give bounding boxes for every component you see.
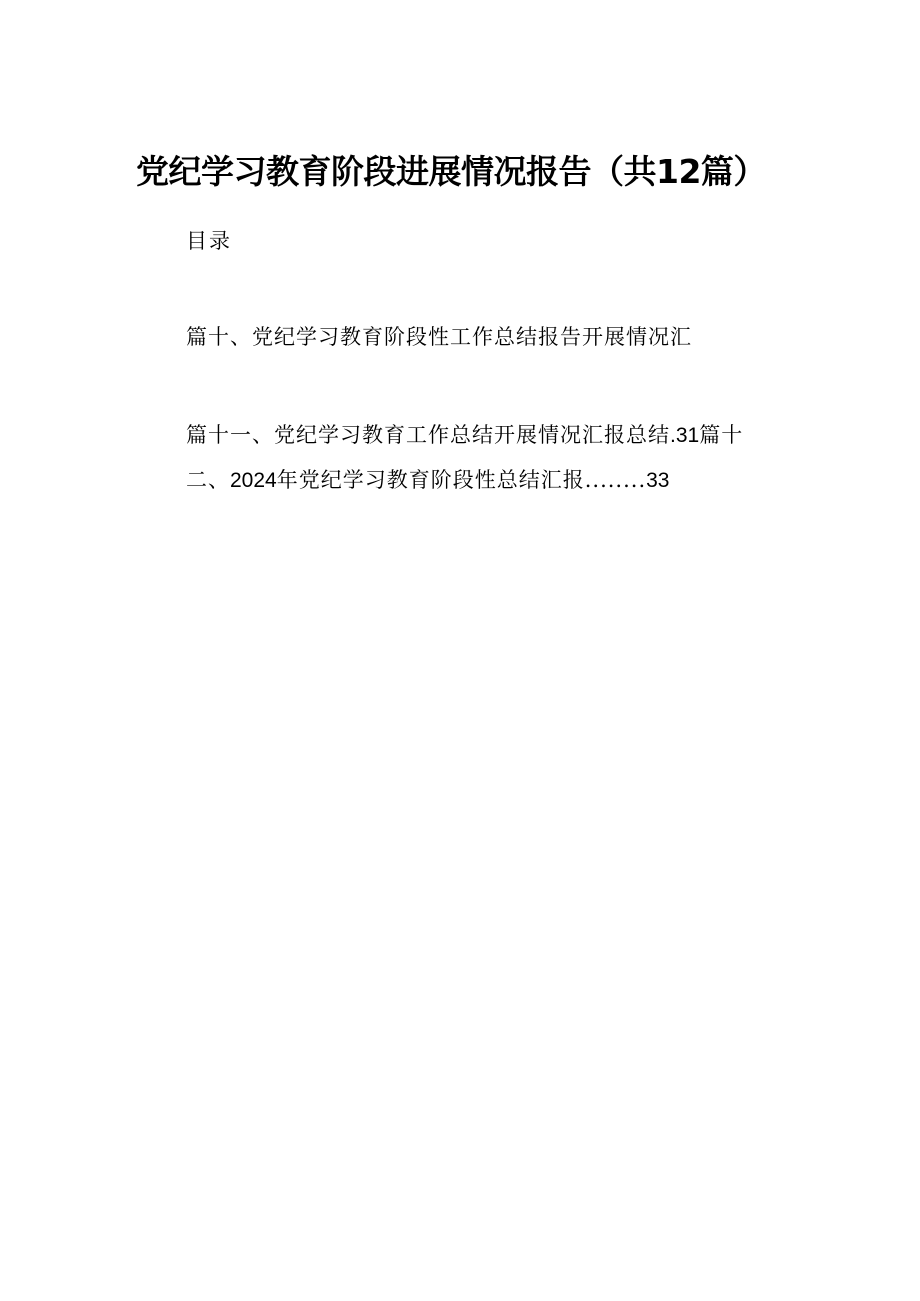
toc-entry-10[interactable] [186,322,692,352]
document-title: 党纪学习教育阶段进展情况报告（共12篇） [136,152,766,191]
toc-page-number: .31 [670,424,700,447]
toc-entry-lead: 二、 [186,468,230,492]
toc-entry-12[interactable] [186,465,669,496]
toc-heading: 目录 [186,229,232,253]
toc-page-number: 33 [646,469,670,492]
toc-entry-title: 年党纪学习教育阶段性总结汇报........ [276,468,647,492]
toc-entry-continuation: 篇十 [699,423,744,447]
toc-entry-11[interactable] [186,420,743,451]
toc-entry-title: 篇十、党纪学习教育阶段性工作总结报告开展情况汇 [186,325,692,349]
toc-entry-title: 篇十一、党纪学习教育工作总结开展情况汇报总结 [186,423,670,447]
toc-entry-year: 2024 [230,469,277,492]
